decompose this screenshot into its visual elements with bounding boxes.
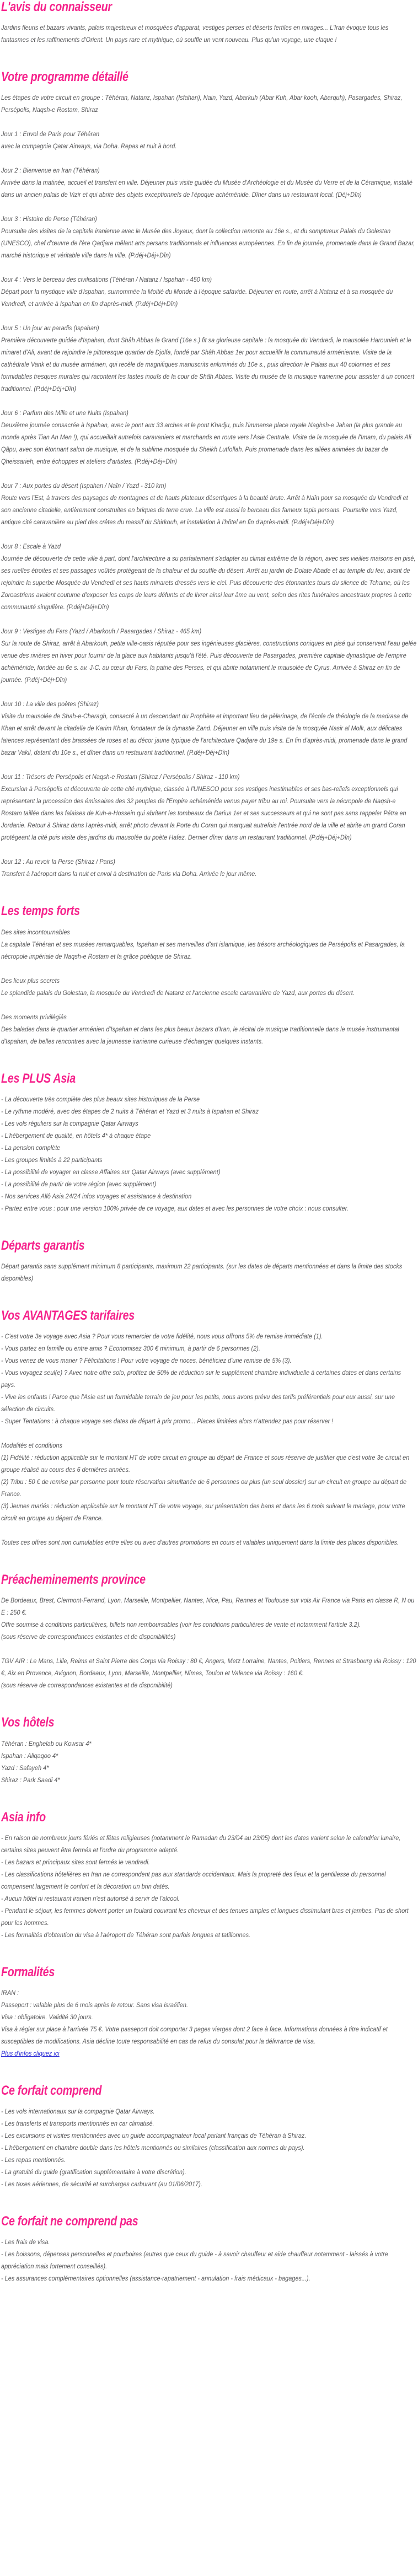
day-text: Sur la route de Shiraz, arrêt à Abarkouh, petite ville-oasis réputée pour ses ingénieuses glacières, constructions coniques en pisé qui conservent l'eau gelée venue des rivières en hiver pour fournir de la glace aux habitants jusqu'à l'été. Puis découverte de Pasargades, première capitale dynastique de l'empire achéménide, fondée au 6e s. av. J-C. au cœur du Fars, la patrie des Perses, et qui abrite notamment le mausolée de Cyrus. Arrivée à Shiraz en fin de journée. (P.déj+Déj+Dîn)	[1, 639, 417, 684]
section-title-forfait-ne-comprend-pas: Ce forfait ne comprend pas	[1, 2214, 138, 2229]
preacheminement-line-2: Offre soumise à conditions particulières, billets non remboursables (voir les conditions particulières de vente et notamment l'article 3.2).	[1, 1621, 361, 1629]
section-avis-du-connaisseur	[1, 0, 417, 46]
day-text: Arrivée dans la matinée, accueil et transfert en ville. Déjeuner puis visite guidée du Musée d'Archéologie et du Musée du Verre et de la Céramique, installé dans un ancien palais de Vizir et qui abrite des objets exceptionnels de l'époque achéménide. Dîner dans un restaurant local. (Déj+Dîn)	[1, 179, 412, 199]
spacer	[1, 1798, 417, 1810]
section-title-avis: L'avis du connaisseur	[1, 0, 112, 14]
day-12	[1, 856, 417, 880]
day-text: Transfert à l'aéroport dans la nuit et envol à destination de Paris via Doha. Arrivée le jour même.	[1, 870, 257, 878]
list-item: - Vous voyagez seul(e) ? Avec notre offre solo, profitez de 50% de réduction sur le supplément chambre individuelle à certaines dates et dans certains pays.	[1, 1369, 401, 1389]
section-departs-garantis	[1, 1239, 417, 1284]
modalite-2: (2) Tribu : 50 € de remise par personne pour toute réservation simultanée de 6 personnes ou plus (un seul dossier) sur un circuit en groupe au départ de France.	[1, 1478, 407, 1498]
list-item: - Les boissons, dépenses personnelles et pourboires (autres que ceux du guide - à savoir chauffeur et aide chauffeur notamment - laissés à votre appréciation mais fortement conseillés).	[1, 2250, 388, 2271]
list-item: - Les vols réguliers sur la compagnie Qatar Airways	[1, 1119, 138, 1127]
hotel-item-shiraz: Shiraz : Park Saadi 4*	[1, 1776, 60, 1784]
spacer	[1, 686, 417, 698]
section-plus-asia	[1, 1072, 417, 1214]
section-title-forfait-comprend: Ce forfait comprend	[1, 2083, 102, 2098]
list-item: - L'hébergement en chambre double dans les hôtels mentionnés ou similaires (classification aux normes du pays).	[1, 2144, 305, 2152]
asia-info-list	[1, 1832, 417, 1941]
day-9	[1, 625, 417, 686]
day-text: Journée de découverte de cette ville à part, dont l'architecture a su parfaitement s'adapter au climat extrême de la région, avec ses vieilles maisons en pisé, ses ruelles étroites et ses passages voûtés protégeant de la chaleur et du souffle du désert. Arrêt au jardin de Dolate Abade et au temple du feu, avant de rejoindre la superbe Mosquée du Vendredi et ses hauts minarets dressés vers le ciel. Puis découverte des étonnantes tours du silence de Tchame, où les Zoroastriens avaient coutume d'exposer les corps de leurs défunts et de livrer ainsi leur âme au vent, selon des rites funéraires ancestraux propres à cette communauté singulière. (P.déj+Déj+Dîn)	[1, 555, 416, 611]
list-item: - Les bazars et principaux sites sont fermés le vendredi.	[1, 1858, 150, 1866]
tgv-air-line-1: TGV AIR : Le Mans, Lille, Reims et Saint Pierre des Corps via Roissy : 80 €, Angers, Metz Lorraine, Nantes, Poitiers, Rennes et Strasbourg via Roissy : 120 €, Aix en Provence, Avignon, Bordeaux, Lyon, Marseille, Montpellier, Nîmes, Toulon et Valence via Roissy : 160 €.	[1, 1657, 416, 1677]
list-item: - C'est votre 3e voyage avec Asia ? Pour vous remercier de votre fidélité, nous vous offrons 5% de remise immédiate (1).	[1, 1332, 323, 1341]
formalites-country: IRAN :	[1, 1988, 19, 1997]
section-title-formalites: Formalités	[1, 1964, 55, 1980]
temps-fort-group-incontournables	[1, 926, 417, 962]
day-title: Jour 4 : Vers le berceau des civilisations (Téhéran / Natanz / Ispahan - 450 km)	[1, 276, 212, 284]
modalite-3: (3) Jeunes mariés : réduction applicable sur le montant HT de votre voyage, sur présentation des bans et dans les 6 mois suivant le mariage, pour votre circuit en groupe au départ de France.	[1, 1502, 405, 1523]
temps-fort-text: Des balades dans le quartier arménien d'Ispahan et dans les plus beaux bazars d'Iran, le récital de musique traditionnelle dans le musée instrumental d'Ispahan, de belles rencontres avec la jeunesse iranienne curieuse d'échanger quelques instants.	[1, 1025, 399, 1045]
list-item: - Les formalités d'obtention du visa à l'aéroport de Téhéran sont parfois longues et tatillonnes.	[1, 1930, 251, 1939]
spacer	[1, 261, 417, 273]
day-text: Poursuite des visites de la capitale iranienne avec le Musée des Joyaux, dont la collection remonte au 16e s., et du somptueux Palais du Golestan (UNESCO), chef d'œuvre de l'ère Qadjare mêlant arts persans traditionnels et influences européennes. En fin de journée, promenade dans le Grand Bazar, marché historique et véritable ville dans la ville. (P.déj+Déj+Dîn)	[1, 227, 415, 260]
day-11	[1, 771, 417, 843]
spacer	[1, 201, 417, 213]
section-title-programme: Votre programme détaillé	[1, 69, 128, 85]
spacer	[1, 2202, 417, 2214]
section-programme-detaille	[1, 70, 417, 880]
spacer	[1, 1561, 417, 1573]
day-5	[1, 322, 417, 395]
section-title-avantages: Vos AVANTAGES tarifaires	[1, 1308, 135, 1323]
list-item: - Aucun hôtel ni restaurant iranien n'est autorisé à servir de l'alcool.	[1, 1894, 180, 1902]
section-title-plus-asia: Les PLUS Asia	[1, 1071, 76, 1086]
list-item: - Les repas mentionnés.	[1, 2156, 66, 2164]
modalites-title: Modalités et conditions	[1, 1442, 62, 1450]
section-preacheminements-province	[1, 1573, 417, 1691]
list-item: - La pension complète	[1, 1143, 61, 1152]
list-item: - La possibilité de partir de votre région (avec supplément)	[1, 1180, 157, 1188]
temps-fort-subtitle: Des moments privilégiés	[1, 1013, 67, 1021]
section-title-asia-info: Asia info	[1, 1809, 46, 1825]
formalites-visa-details: Visa à régler sur place à l'arrivée 75 €. Votre passeport doit comporter 3 pages vierges dont 2 face à face. Informations données à titre indicatif et susceptibles de modifications. Asia décline toute responsabilité en cas de refus du consulat pour la délivrance de visa.	[1, 2025, 388, 2045]
day-title: Jour 8 : Escale à Yazd	[1, 542, 61, 551]
temps-fort-group-secrets	[1, 975, 417, 999]
day-text: Excursion à Persépolis et découverte de cette cité mythique, classée à l'UNESCO pour ses vestiges inestimables et ses bas-reliefs exceptionnels qui représentant la procession des émissaires des 32 peuples de l'Empire achéménide venus payer tribu au roi. Poursuite vers la nécropole de Naqsh-e Rostam taillée dans les falaises de Kuh-e-Hossein qui abritent les tombeaux de Darius 1er et ses successeurs et qui ne sont pas sans rappeler Pétra en Jordanie. Retour à Shiraz dans l'après-midi, arrêt photo devant la Porte du Coran qui marquait autrefois l'entrée nord de la ville et abrite un grand Coran protégeant la cité puis visite des jardins du mausolée du poète Hafez. Dernier dîner dans un restaurant traditionnel. (P.déj+Déj+Dîn)	[1, 785, 406, 842]
modalite-1: (1) Fidélité : réduction applicable sur le montant HT de votre circuit en groupe au départ de France et sous réserve de justifier que c'est votre 3e circuit en groupe réalisé au cours des 6 dernières années.	[1, 1454, 410, 1474]
temps-fort-subtitle: Des sites incontournables	[1, 928, 70, 936]
day-3	[1, 213, 417, 261]
spacer	[1, 152, 417, 164]
temps-fort-text: La capitale Téhéran et ses musées remarquables, Ispahan et ses merveilles d'art islamique, les trésors archéologiques de Persépolis et Pasargades, la nécropole impériale de Naqsh-e Rostam et la grâce poétique de Shiraz.	[1, 940, 405, 960]
list-item: - Les excursions et visites mentionnées avec un guide accompagnateur local parlant français de Téhéran à Shiraz.	[1, 2132, 307, 2140]
spacer	[1, 467, 417, 480]
spacer	[1, 892, 417, 904]
formalites-visa: Visa : obligatoire. Validité 30 jours.	[1, 2013, 93, 2021]
day-10	[1, 698, 417, 759]
spacer	[1, 1427, 417, 1439]
day-title: Jour 10 : La ville des poètes (Shiraz)	[1, 700, 99, 708]
day-title: Jour 6 : Parfum des Mille et une Nuits (Ispahan)	[1, 409, 128, 417]
temps-fort-group-privilegies	[1, 1011, 417, 1047]
list-item: - Partez entre vous : pour une version 100% privée de ce voyage, aux dates et avec les personnes de votre choix : nous consulter.	[1, 1204, 349, 1212]
day-title: Jour 5 : Un jour au paradis (Ispahan)	[1, 324, 99, 332]
day-4	[1, 273, 417, 310]
day-6	[1, 407, 417, 467]
list-item: - La possibilité de voyager en classe Affaires sur Qatar Airways (avec supplément)	[1, 1168, 221, 1176]
list-item: - Les taxes aériennes, de sécurité et surcharges carburant (au 01/06/2017).	[1, 2180, 202, 2188]
hotel-item-yazd: Yazd : Safayeh 4*	[1, 1763, 49, 1772]
formalites-more-info-link[interactable]: Plus d'infos cliquez ici	[1, 2049, 60, 2057]
day-title: Jour 9 : Vestiges du Fars (Yazd / Abarkouh / Pasargades / Shiraz - 465 km)	[1, 627, 202, 636]
day-title: Jour 1 : Envol de Paris pour Téhéran	[1, 130, 100, 138]
section-title-preacheminements: Préacheminements province	[1, 1572, 146, 1588]
spacer	[1, 1297, 417, 1309]
spacer	[1, 1703, 417, 1715]
section-formalites	[1, 1965, 417, 2059]
section-asia-info	[1, 1810, 417, 1941]
preacheminement-line-3: (sous réserve de correspondances existantes et de disponibilités)	[1, 1633, 176, 1641]
day-text: Visite du mausolée de Shah-e-Cheragh, consacré à un descendant du Prophète et important lieu de pèlerinage, de l'école de théologie de la madrasa de Khan et arrêt devant la citadelle de Karim Khan, fondateur de la dynastie Zand. Déjeuner en ville puis visite de la mosquée Nasir al Molk, aux délicates faïences représentant des brassées de roses et au décor jaune typique de l'architecture Qadjare du 19e s. En fin d'après-midi, promenade dans le grand bazar Vakil, datant du 10e s., et dîner dans un restaurant traditionnel. (P.déj+Déj+Dîn)	[1, 712, 409, 757]
day-text: Route vers l'Est, à travers des paysages de montagnes et de hauts plateaux désertiques à la beauté brute. Arrêt à Naîn pour sa mosquée du Vendredi et son ancienne citadelle, entièrement construites en briques de terre crue. La ville est aussi le berceau des fameux tapis persans. Poursuite vers Yazd, antique cité caravanière au pied des crêtes du massif du Shirkouh, et installation à l'hôtel en fin d'après-midi. (P.déj+Déj+Dîn)	[1, 494, 408, 526]
spacer	[1, 1953, 417, 1965]
spacer	[1, 613, 417, 625]
list-item: - Les frais de visa.	[1, 2238, 50, 2246]
section-forfait-comprend	[1, 2084, 417, 2190]
list-item: - Les assurances complémentaires optionnelles (assistance-rapatriement - annulation - frais médicaux - bagages...).	[1, 2274, 310, 2283]
plus-asia-list	[1, 1093, 417, 1214]
spacer	[1, 58, 417, 70]
hotel-item-teheran: Téhéran : Enghelab ou Kowsar 4*	[1, 1739, 92, 1747]
list-item: - La découverte très complète des plus beaux sites historiques de la Perse	[1, 1095, 200, 1103]
temps-fort-text: Le splendide palais du Golestan, la mosquée du Vendredi de Natanz et l'ancienne escale caravanière de Yazd, aux portes du désert.	[1, 988, 355, 997]
spacer	[1, 999, 417, 1011]
section-temps-forts	[1, 904, 417, 1047]
preacheminement-line-1: De Bordeaux, Brest, Clermont-Ferrand, Lyon, Marseille, Montpellier, Nantes, Nice, Pau, Rennes et Toulouse sur vols Air France via Paris en classe R, N ou E : 250 €.	[1, 1596, 415, 1617]
day-1	[1, 128, 417, 152]
section-title-departs-garantis: Départs garantis	[1, 1238, 85, 1253]
section-forfait-ne-comprend-pas	[1, 2214, 417, 2284]
forfait-ne-comprend-pas-list	[1, 2236, 417, 2284]
avantages-footnote: Toutes ces offres sont non cumulables entre elles ou avec d'autres promotions en cours et valables uniquement dans la limite des places disponibles.	[1, 1539, 399, 1547]
list-item: - Vous venez de vous marier ? Félicitations ! Pour votre voyage de noces, bénéficiez d'une remise de 5% (3).	[1, 1357, 292, 1365]
section-title-temps-forts: Les temps forts	[1, 904, 80, 919]
list-item: - Super Tentations : à chaque voyage ses dates de départ à prix promo... Places limitées alors n'attendez pas pour réserver !	[1, 1417, 334, 1426]
day-2	[1, 164, 417, 201]
list-item: - L'hébergement de qualité, en hôtels 4* à chaque étape	[1, 1131, 151, 1139]
spacer	[1, 395, 417, 407]
temps-fort-subtitle: Des lieux plus secrets	[1, 976, 60, 985]
section-vos-hotels	[1, 1715, 417, 1786]
spacer	[1, 528, 417, 540]
day-text: avec la compagnie Qatar Airways, via Doha. Repas et nuit à bord.	[1, 142, 177, 150]
day-title: Jour 7 : Aux portes du désert (Ispahan / Naîn / Yazd - 310 km)	[1, 482, 167, 490]
day-8	[1, 540, 417, 613]
avantages-list	[1, 1330, 417, 1427]
list-item: - Nos services Allô Asia 24/24 infos voyages et assistance à destination	[1, 1192, 192, 1200]
spacer	[1, 962, 417, 975]
formalites-passport: Passeport : valable plus de 6 mois après le retour. Sans visa israélien.	[1, 2000, 189, 2009]
spacer	[1, 1227, 417, 1239]
spacer	[1, 1524, 417, 1536]
list-item: - Vous partez en famille ou entre amis ? Economisez 300 € minimum, à partir de 6 personnes (2).	[1, 1345, 260, 1353]
section-avantages-tarifaires	[1, 1309, 417, 1548]
day-title: Jour 11 : Trésors de Persépolis et Naqsh-e Rostam (Shiraz / Persépolis / Shiraz - 110 km)	[1, 773, 240, 781]
day-text: Première découverte guidée d'Ispahan, dont Shâh Abbas le Grand (16e s.) fit sa glorieuse capitale : la mosquée du Vendredi, le mausolée Harounieh et le minaret d'Ali, avant de rejoindre le pittoresque quartier de Djolfa, fondé par Shâh Abbas 1er pour accueillir la communauté arménienne. Visite de la cathédrale Vank et du musée arménien, qui recèle de magnifiques manuscrits enluminés du 10e s., puis direction le Palais aux 40 colonnes et ses formidables fresques murales qui racontent les fastes inouïs de la cour de Shâh Abbas. Visite du musée de la musique iranienne pour assister à un concert traditionnel. (P.déj+Déj+Dîn)	[1, 336, 415, 393]
list-item: - Les transferts et transports mentionnés en car climatisé.	[1, 2120, 154, 2128]
day-title: Jour 3 : Histoire de Perse (Téhéran)	[1, 215, 97, 223]
section-title-hotels: Vos hôtels	[1, 1715, 55, 1730]
programme-etapes: Les étapes de votre circuit en groupe : Téhéran, Natanz, Ispahan (Isfahan), Nain, Yazd, Abarkuh (Abar Kuh, Abar kooh, Abarquh), Pasargades, Shiraz, Persépolis, Naqsh-e Rostam, Shiraz	[1, 94, 403, 114]
hotel-item-ispahan: Ispahan : Aliqaqoo 4*	[1, 1751, 58, 1760]
avis-paragraph: Jardins fleuris et bazars vivants, palais majestueux et mosquées d'apparat, vestiges perses et déserts fertiles en mirages... L'Iran évoque tous les fantasmes et les raffinements d'Orient. Un pays rare et mythique, où souffle un vent nouveau. Plus qu'un voyage, une claque !	[1, 24, 389, 44]
spacer	[1, 2072, 417, 2084]
spacer	[1, 310, 417, 322]
forfait-comprend-list	[1, 2105, 417, 2190]
day-title: Jour 12 : Au revoir la Perse (Shiraz / Paris)	[1, 858, 115, 866]
list-item: - Vive les enfants ! Parce que l'Asie est un formidable terrain de jeu pour les petits, nous avons prévu des tarifs préférentiels pour eux aussi, sur une sélection de circuits.	[1, 1393, 395, 1413]
list-item: - La gratuité du guide (gratification supplémentaire à votre discrétion).	[1, 2168, 186, 2176]
spacer	[1, 116, 417, 128]
day-text: Deuxième journée consacrée à Ispahan, avec le pont aux 33 arches et le pont Khadju, puis l'immense place royale Naghsh-e Jahan (la plus grande au monde après Tian An Men !), qui accueillait autrefois caravaniers et marchands en route vers l'Asie Centrale. Visite de la mosquée de l'Imam, du palais Ali Qâpu, avec son étonnant salon de musique, et de la sublime mosquée du Sheikh Lutfollah. Puis promenade dans les allées animées du bazar de Qheissarieh, entre échoppes et ateliers d'artistes. (P.déj+Déj+Dîn)	[1, 421, 411, 466]
departs-garantis-text: Départ garantis sans supplément minimum 8 participants, maximum 22 participants. (sur les dates de départs mentionnées et dans la limite des stocks disponibles)	[1, 1262, 403, 1282]
list-item: - Les classifications hôtelières en Iran ne correspondent pas aux standards occidentaux. Mais la propreté des lieux et la gentillesse du personnel compensent largement le confort et la décoration un brin datés.	[1, 1870, 386, 1890]
tgv-air-line-2: (sous réserve de correspondances existantes et de disponibilité)	[1, 1681, 173, 1690]
spacer	[1, 1060, 417, 1072]
list-item: - En raison de nombreux jours fériés et fêtes religieuses (notamment le Ramadan du 23/04 au 23/05) dont les dates varient selon le calendrier lunaire, certains sites peuvent être fermés et l'ordre du programme adapté.	[1, 1833, 401, 1854]
day-title: Jour 2 : Bienvenue en Iran (Téhéran)	[1, 166, 100, 175]
spacer	[1, 843, 417, 856]
day-7	[1, 480, 417, 528]
list-item: - Pendant le séjour, les femmes doivent porter un foulard couvrant les cheveux et des tenues amples et longues dissimulant bras et jambes. Pas de short pour les hommes.	[1, 1906, 409, 1927]
spacer	[1, 759, 417, 771]
list-item: - Le rythme modéré, avec des étapes de 2 nuits à Téhéran et Yazd et 3 nuits à Ispahan et Shiraz	[1, 1107, 259, 1115]
spacer	[1, 1643, 417, 1655]
list-item: - Les vols internationaux sur la compagnie Qatar Airways.	[1, 2107, 155, 2116]
list-item: - Les groupes limités à 22 participants	[1, 1155, 103, 1164]
day-text: Départ pour la mystique ville d'Ispahan, surnommée la Moitié du Monde à l'époque safavide. Déjeuner en route, arrêt à Natanz et à sa mosquée du Vendredi, et arrivée à Ispahan en fin d'après-midi. (P.déj+Déj+Dîn)	[1, 288, 393, 308]
